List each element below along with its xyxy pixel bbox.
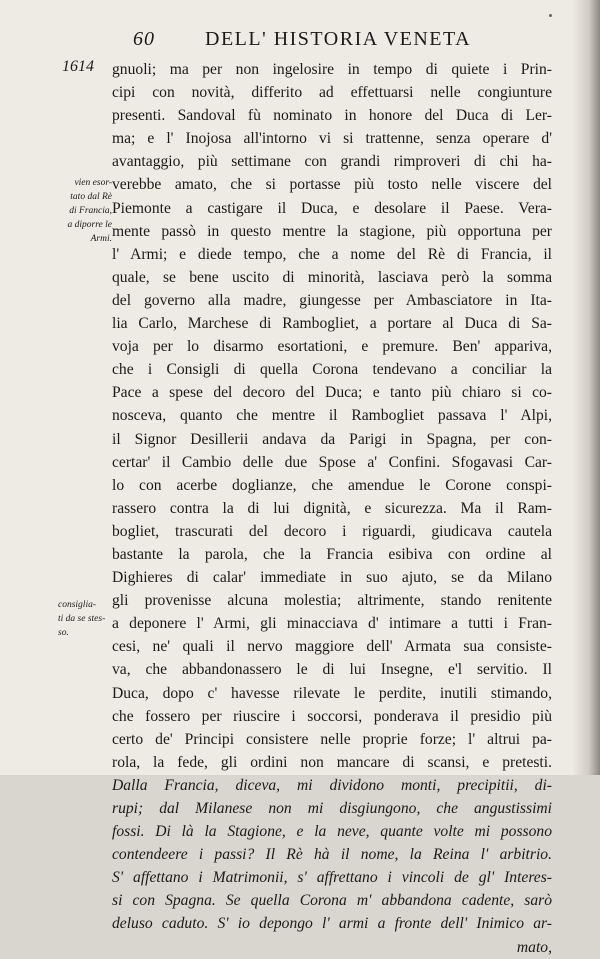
page-edge-shadow bbox=[572, 0, 600, 775]
margin-note bbox=[58, 598, 118, 640]
text-line: rola, la fede, gli ordini non mancare di scansi, e pretesti. bbox=[112, 753, 552, 771]
margin-note-line: di Francia, bbox=[69, 206, 112, 216]
text-line: certar' il Cambio delle due Spose a' Confini. Sfogavasi Car- bbox=[112, 453, 552, 471]
running-title: DELL' HISTORIA VENETA bbox=[205, 28, 472, 50]
text-line: cesi, ne' quali il nervo maggiore dell' Armata sua consiste- bbox=[112, 638, 552, 656]
text-line: quale, se bene uscito di minorità, lasciava però la somma bbox=[112, 268, 552, 286]
text-line: Pace a spese del decoro del Duca; e tanto più chiaro si co- bbox=[112, 384, 552, 402]
quoted-line: deluso caduto. S' io depongo l' armi a fronte dell' Inimico ar- bbox=[112, 915, 552, 933]
text-line: ma; e l' Inojosa all'intorno vi si trattenne, senza operare d' bbox=[112, 130, 552, 148]
text-line: che i Consigli di quella Corona tendevano a conciliar la bbox=[112, 361, 552, 379]
margin-note-line: tato dal Rè bbox=[70, 192, 112, 202]
text-line: certo de' Principi consistere nelle proprie forze; l' altrui pa- bbox=[112, 730, 552, 748]
text-line: mente passò in questo mentre la stagione, più opportuna per bbox=[112, 222, 552, 240]
text-line: presenti. Sandoval fù nominato in honore del Duca di Ler- bbox=[112, 107, 552, 125]
margin-note bbox=[52, 176, 112, 246]
text-line: va, che abbandonassero le di lui Insegne, e'l servitio. Il bbox=[112, 661, 552, 679]
page-speck bbox=[549, 14, 552, 17]
text-line: rassero contra la di lui dignità, e sicurezza. Ma il Ram- bbox=[112, 499, 552, 517]
quoted-line: mato, bbox=[516, 938, 552, 956]
text-line: Dighieres di calar' immediate in suo ajuto, se da Milano bbox=[112, 569, 552, 587]
text-line: gnuoli; ma per non ingelosire in tempo di quiete i Prin- bbox=[112, 61, 552, 78]
margin-note-line: a diporre le bbox=[67, 220, 112, 230]
margin-year: 1614 bbox=[62, 58, 94, 75]
text-line: l' Armi; e diede tempo, che a nome del Rè di Francia, il bbox=[112, 245, 552, 263]
quoted-line: contendeere i passi? Il Rè hà il nome, la Reina l' arbitrio. bbox=[112, 846, 552, 864]
text-line: lia Carlo, Marchese di Rambogliet, a portare al Duca di Sa- bbox=[112, 315, 552, 333]
text-line: gli provenisse alcuna molestia; altrimente, stando renitente bbox=[112, 592, 552, 610]
page-header bbox=[0, 22, 600, 48]
text-line: lo con acerbe doglianze, che amendue le Corone conspi- bbox=[112, 476, 552, 494]
quoted-line: si con Spagna. Se quella Corona m' abbandona cadente, sarò bbox=[112, 892, 552, 910]
quoted-line: Dalla Francia, diceva, mi dividono monti, precipitii, di- bbox=[112, 776, 552, 794]
text-line: a deponere l' Armi, gli minacciava d' intimare a tutti i Fran- bbox=[112, 615, 552, 633]
text-line: voja per lo disarmo esortationi, e premure. Ben' appariva, bbox=[112, 338, 552, 356]
margin-note-line: ti da se stes- bbox=[58, 614, 106, 624]
text-line: nosceva, quanto che mentre il Rambogliet passava l' Alpi, bbox=[112, 407, 552, 425]
margin-note-line: consiglia- bbox=[58, 600, 96, 610]
text-line: il Signor Desillerii andava da Parigi in Spagna, per con- bbox=[112, 430, 552, 448]
text-line: cipi con novità, differito ad effettuarsi nelle congiunture bbox=[112, 84, 552, 102]
text-line: bastante la parola, che la Francia esibiva con ordine al bbox=[112, 545, 552, 563]
text-line: del governo alla madre, giungesse per Ambasciatore in Ita- bbox=[112, 291, 552, 309]
text-line: avantaggio, più settimane con grandi rimproveri di chi ha- bbox=[112, 153, 552, 171]
quoted-line: S' affettano i Matrimonii, s' affrettano i vincoli de gl' Interes- bbox=[112, 869, 552, 887]
margin-note-line: vien esor- bbox=[74, 178, 112, 188]
quoted-line: rupi; dal Milanese non mi disgiungono, che angustissimi bbox=[112, 800, 552, 817]
text-line: verebbe amato, che si portasse più tosto nelle viscere del bbox=[112, 176, 552, 194]
text-line: Piemonte a castigare il Duca, e desolare il Paese. Vera- bbox=[112, 199, 552, 217]
page-number: 60 bbox=[133, 28, 155, 50]
body-text bbox=[112, 58, 552, 959]
margin-note-line: Armi. bbox=[90, 234, 112, 244]
margin-note-line: so. bbox=[58, 628, 69, 638]
quoted-line: fossi. Di là la Stagione, e la neve, quante volte mi possono bbox=[112, 823, 552, 841]
text-line: bogliet, trascurati del decoro i riguardi, giudicava cautela bbox=[112, 522, 552, 540]
text-line: che fossero per riuscire i soccorsi, ponderava il presidio più bbox=[112, 707, 552, 725]
text-line: Duca, dopo c' havesse rilevate le perdite, inutili stimando, bbox=[112, 684, 552, 702]
